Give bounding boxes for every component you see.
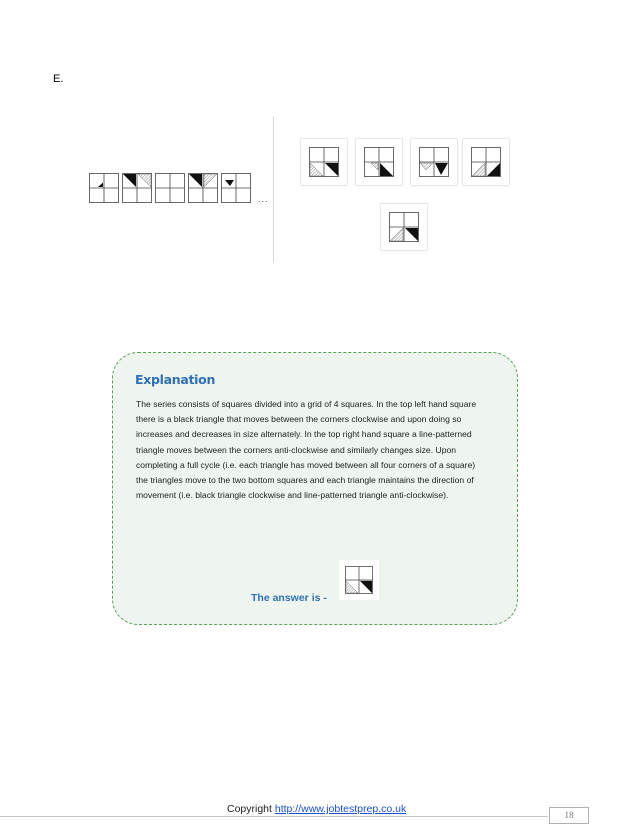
answer-label: The answer is -	[251, 592, 327, 604]
explanation-title: Explanation	[135, 372, 216, 387]
copyright-link[interactable]: http://www.jobtestprep.co.uk	[274, 803, 407, 815]
option-figure-3[interactable]	[411, 139, 457, 185]
copyright-notice	[227, 803, 406, 815]
figure-series	[89, 173, 251, 203]
series-ellipsis: ...	[258, 194, 269, 204]
option-figure-4[interactable]	[463, 139, 509, 185]
footer-rule	[0, 816, 548, 817]
series-figure-1	[89, 173, 119, 203]
option-figure-1[interactable]	[301, 139, 347, 185]
series-figure-3	[155, 173, 185, 203]
page-number: 18	[549, 807, 589, 824]
option-figure-2[interactable]	[356, 139, 402, 185]
series-figure-2	[122, 173, 152, 203]
question-label: E.	[53, 73, 64, 85]
option-figure-5[interactable]	[381, 204, 427, 250]
answer-figure	[339, 560, 379, 600]
page-footer	[0, 803, 638, 826]
divider-line	[273, 116, 274, 262]
explanation-text: The series consists of squares divided into a grid of 4 squares. In the top left hand square there is a black triangle that moves between the corners clockwise and upon doing so increases and decreases in size alternately. In the top right hand square a line-patterned triangle moves between the corners anti-clockwise and similarly changes size. Upon completing a full cycle (i.e. each triangle has moved between all four corners of a square) the triangles move to the two bottom squares and each triangle maintains the direction of movement (i.e. black triangle clockwise and line-patterned triangle anti-clockwise).	[136, 399, 477, 501]
series-figure-4	[188, 173, 218, 203]
copyright-prefix: Copyright	[227, 803, 272, 815]
series-figure-5	[221, 173, 251, 203]
